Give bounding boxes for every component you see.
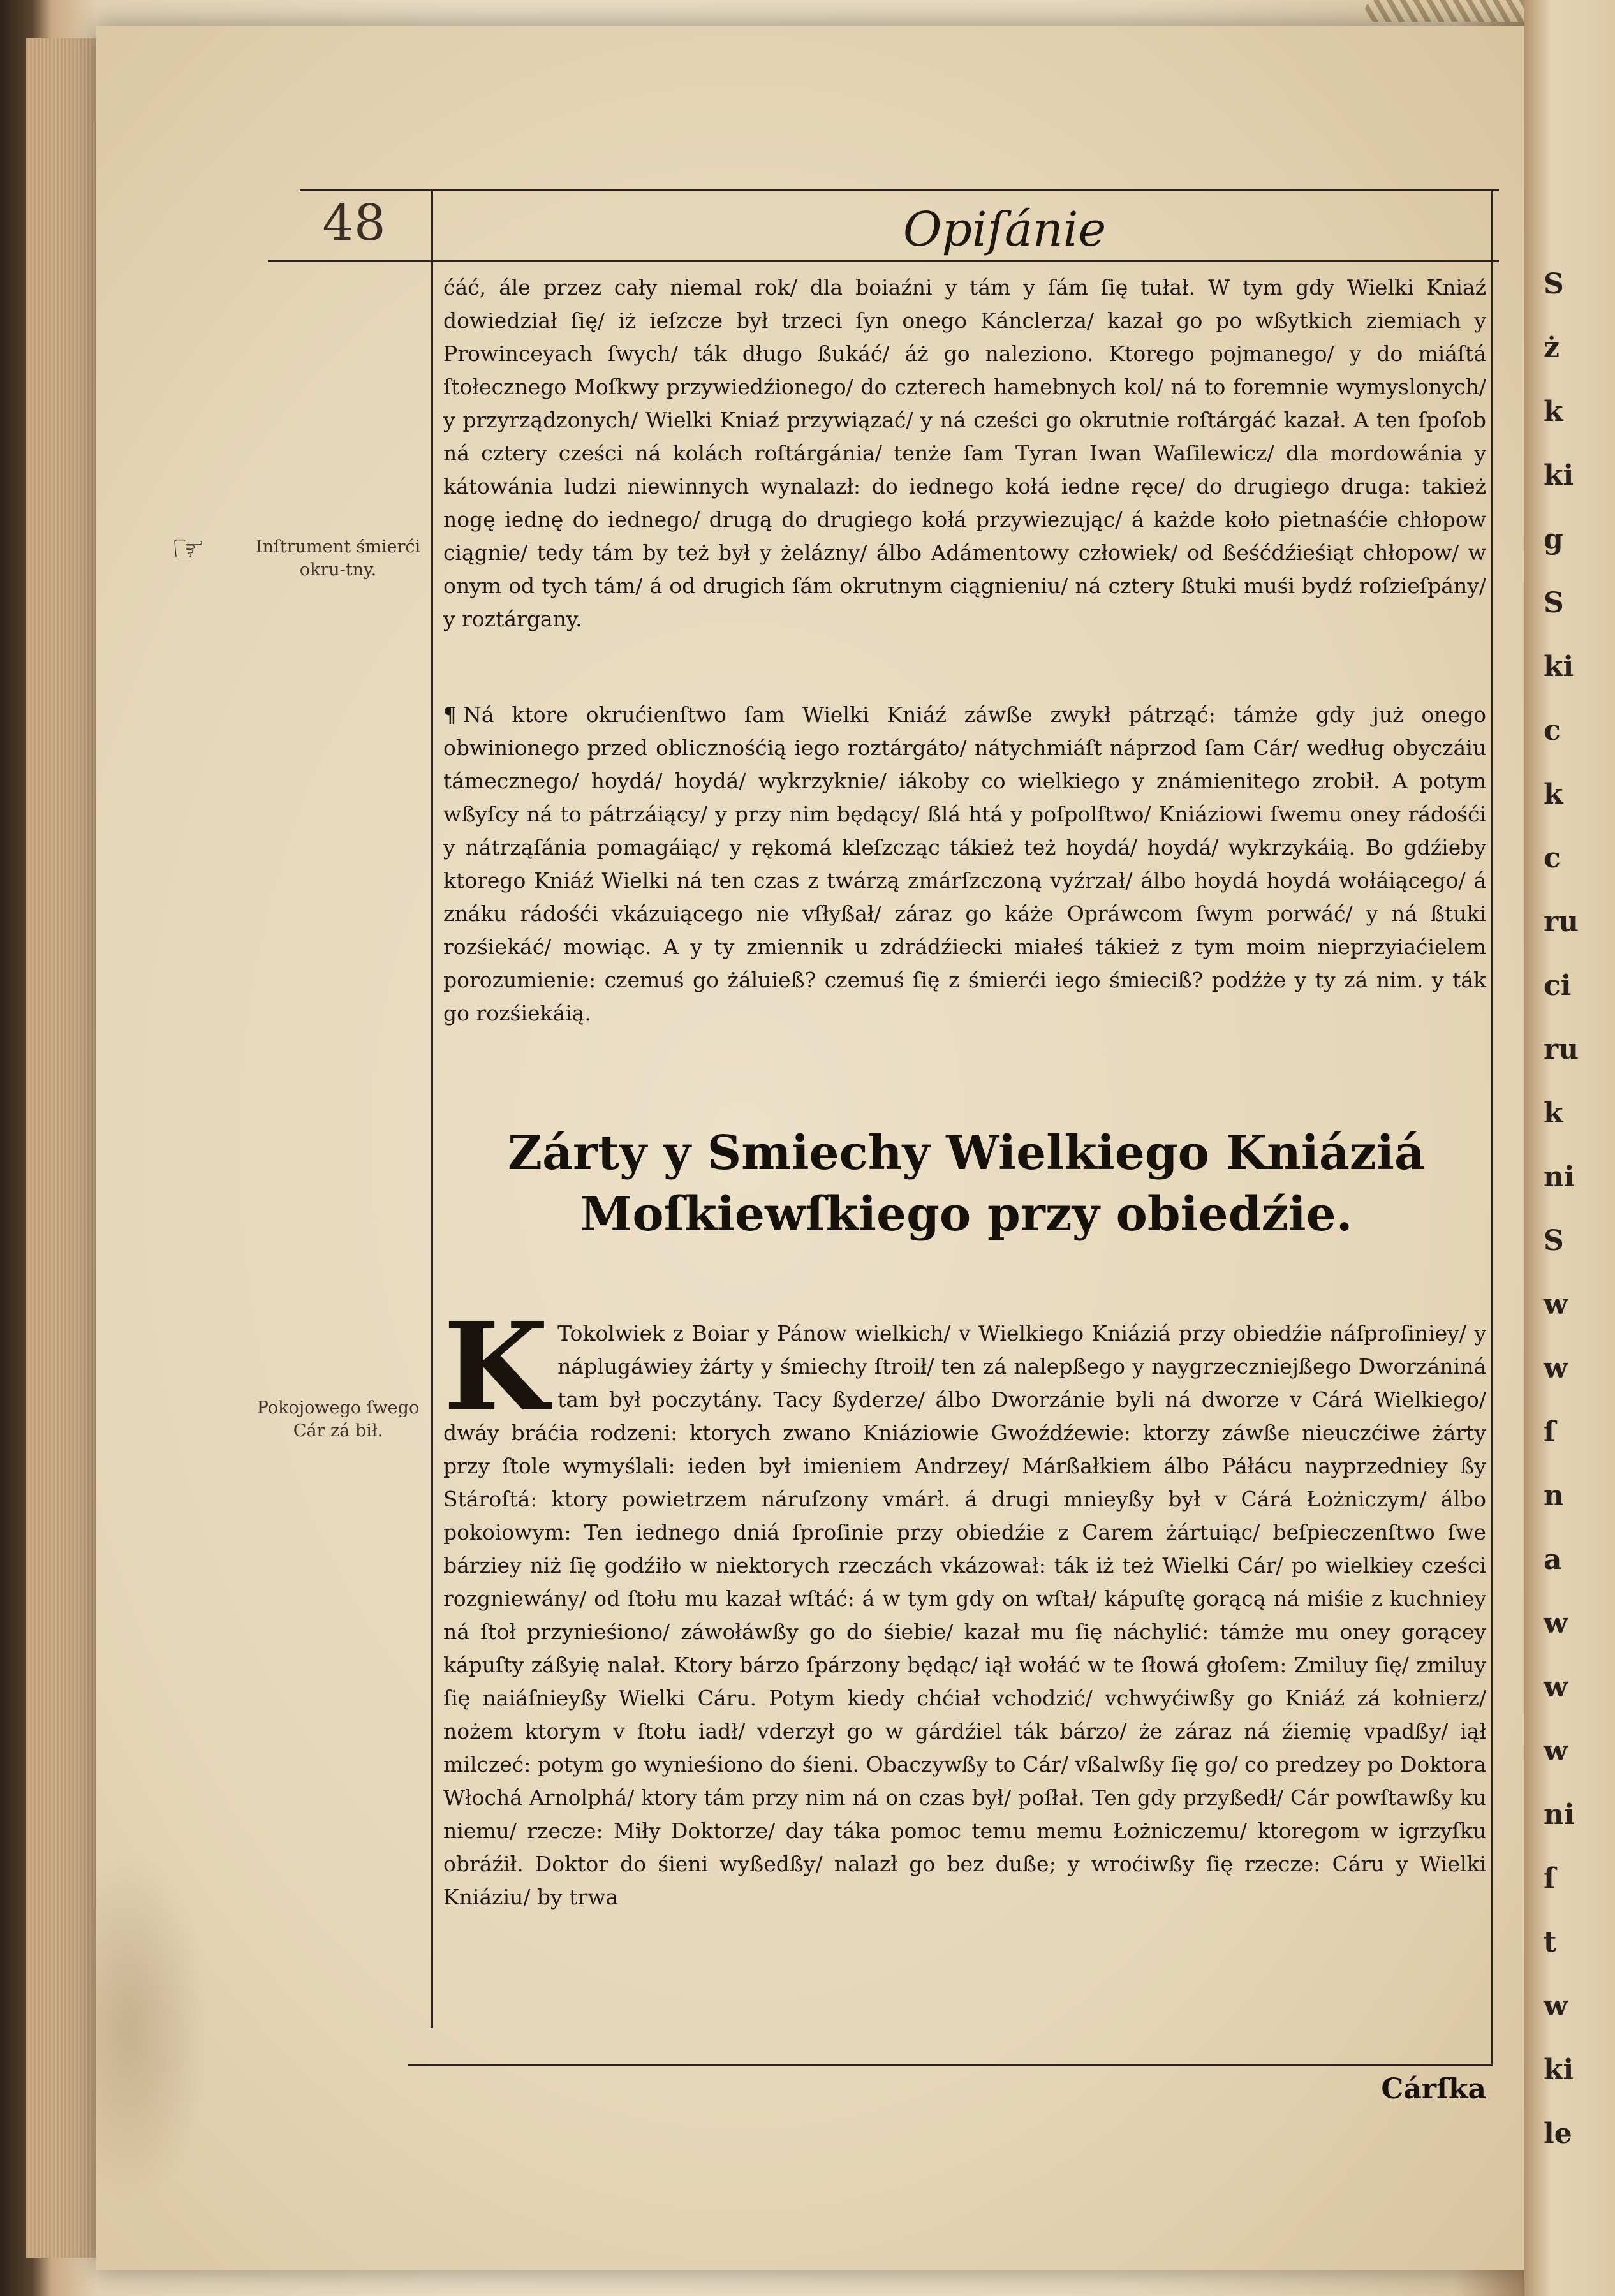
body-paragraph (443, 1296, 1486, 1914)
facing-page-fragment: t (1544, 1926, 1557, 1959)
facing-page-fragment: ci (1544, 969, 1572, 1002)
facing-page-fragment: w (1544, 1990, 1568, 2022)
facing-page-fragment: ki (1544, 459, 1574, 492)
paragraph-text: Tokolwiek z Boiar y Pánow wielkich/ v Wielkiego Kniáziá przy obiedźie náſproſiniey/ y náplugáwiey żárty y śmiechy ſtroił/ ten zá nalepßego y naygrzeczniejßego Dworzániná tam był poczytány. Tacy ßyderze/ álbo Dworzánie byli ná dworze v Cárá Wielkiego/ dwáy bráćia rodzeni: ktorych zwano Kniáziowie Gwoźdźewie: ktorzy záwße nieuczćiwe żárty przy ſtole wymyślali: ieden był imieniem Andrzey/ Márßałkiem álbo Páłácu nayprzedniey ßy Stároſtá: ktory powietrzem náruſzony vmárł. á drugi mnieyßy był v Cárá Łożniczym/ álbo pokoiowym: Ten iednego dniá ſproſinie przy obiedźie z Carem żártuiąc/ beſpieczenſtwo ſwe bárziey niż ſię godźiło w niektorych rzeczách vkázował: ták iż też Wielki Cár/ po wielkiey cześci rozgniewány/ od ſtołu mu kazał wſtáć: á w tym gdy on wſtał/ kápuſtę gorącą ná miśie z kuchniey ná ſtoł przynieśiono/ záwołáwßy go do śiebie/ kazał mu ſię náchylić: támże mu oney gorącey kápuſty záßyię nalał. Ktory bárzo ſpárzony będąc/ iął wołáć w te ſłowá głoſem: Zmiluy ſię/ zmiluy ſię naiáſnieyßy Wielki Cáru. Potym kiedy chćiał vchodzić/ vchwyćiwßy go Kniáź zá kołnierz/ nożem ktorym v ſtołu iadł/ vderzył go w gárdźiel ták bárzo/ że záraz ná źiemię vpadßy/ iął milczeć: potym go wynieśiono do śieni. Obaczywßy to Cár/ vßalwßy ſię go/ co predzey po Doktora Włochá Arnolphá/ ktory tám przy nim ná on czas był/ poſłał. Ten gdy przyßedł/ Cár powſtawßy ku niemu/ rzecze: Miły Doktorze/ day táka pomoc temu memu Łożniczemu/ ktoregom w igrzyſku obráźił. Doktor do śieni wyßedßy/ nalazł go bez duße; y wroćiwßy ſię rzecze: Cáru y Wielki Kniáziu/ by trwa (443, 1321, 1486, 1910)
running-header: Opiſánie (903, 202, 1107, 257)
body-paragraph (443, 698, 1486, 1030)
facing-page-fragment: c (1544, 842, 1561, 874)
facing-page-fragment: ſ (1544, 1862, 1556, 1895)
facing-page-fragment: S (1544, 587, 1564, 619)
pilcrow-mark: ¶ (443, 702, 457, 727)
facing-page-fragment: S (1544, 268, 1564, 300)
facing-page-fragment: ru (1544, 1033, 1579, 1066)
facing-page-fragment: w (1544, 1288, 1568, 1321)
catchword: Cárſka (1381, 2073, 1486, 2105)
facing-page-fragment: w (1544, 1671, 1568, 1704)
marginal-note: Pokojowego ſwego Cár zá bił. (256, 1398, 420, 1441)
facing-page-fragment: ki (1544, 2054, 1574, 2086)
facing-page-fragment: ż (1544, 332, 1560, 364)
facing-page-fragment: w (1544, 1607, 1568, 1640)
facing-page-fragment: ſ (1544, 1416, 1556, 1448)
facing-page-fragment: k (1544, 395, 1563, 428)
body-paragraph: ćáć, ále przez cały niemal rok/ dla boiaźni y tám y ſám ſię tułał. W tym gdy Wielki Kniaź dowiedział ſię/ iż ieſzcze był trzeci ſyn onego Kánclerza/ kazał go po wßytkich ziemiach y Prowinceyach ſwych/ ták długo ßukáć/ áż go naleziono. Ktorego pojmanego/ y do miáſtá ſtołecznego Moſkwy przywiedźionego/ do czterech hamebnych kol/ ná to foremnie wymyslonych/ y przyrządzonych/ Wielki Kniaź przywiązać/ y ná cześci go okrutnie roſtárgáć kazał. A ten ſpoſob ná cztery cześci ná kolách roſtárgánia/ tenże ſam Tyran Iwan Waſilewicz/ dla mordowánia y kátowánia ludzi niewinnych wynalazł: do iednego kołá iedne ręce/ do drugiego druga: takież nogę iednę do iednego/ drugą do drugiego kołá przywiezując/ á każde koło pietnaśćie chłopow ciągnie/ tedy tám by też był y żelázny/ álbo Adámentowy człowiek/ od ßeśćdźieśiąt chłopow/ w onym od tych tám/ á od drugich ſám okrutnym ciągnieniu/ ná cztery ßtuki muśi bydź roſzieſpány/ y roztárgany. (443, 275, 1486, 631)
facing-page-fragment: ni (1544, 1799, 1575, 1831)
facing-page-fragment: ni (1544, 1161, 1575, 1193)
facing-page-fragment: n (1544, 1480, 1564, 1512)
header-bottom-rule (268, 260, 1499, 262)
facing-page-fragment: w (1544, 1352, 1568, 1385)
facing-page-fragment: a (1544, 1543, 1562, 1576)
margin-rule (431, 191, 433, 2028)
right-frame-rule (1491, 191, 1493, 2066)
right-page-edge (1524, 0, 1615, 2296)
marginal-note: Inſtrument śmierći okru-tny. (255, 537, 421, 580)
facing-page-fragment: k (1544, 1097, 1563, 1130)
drop-capital: K (443, 1296, 549, 1438)
facing-page-fragment: le (1544, 2117, 1572, 2150)
facing-page-fragment: k (1544, 778, 1563, 811)
page-stack-edge (26, 38, 96, 2258)
facing-page-fragment: ru (1544, 906, 1579, 938)
page-wear (96, 1850, 210, 2207)
facing-page-fragment: c (1544, 714, 1561, 747)
facing-page-fragment: ki (1544, 651, 1574, 683)
manicule-icon: ☞ (171, 526, 205, 571)
paragraph-text: Ná ktore okrućienſtwo ſam Wielki Kniáź záwße zwykł pátrząć: támże gdy już onego obwinionego przed oblicznośćią iego roztárgáto/ nátychmiáſt náprzod ſam Cár/ według obyczáiu támecznego/ hoydá/ hoydá/ wykrzyknie/ iákoby co wielkiego y známienitego zrobił. A potym wßyſcy ná to pátrzáiący/ y przy nim będący/ ßlá htá y poſpolſtwo/ Kniáziowi ſwemu oney rádośći y nátrząſánia pomagáiąc/ y rękomá kleſzcząc tákież też hoydá/ hoydá/ wykrzykáią. Bo gdźieby ktorego Kniáź Wielki ná ten czas z twárzą zmárſzczoną vyźrzał/ álbo hoydá hoydá wołáiącego/ á znáku rádośći vkázuiącego nie vſłyßał/ záraz go káże Opráwcom ſwym porwáć/ y ná ßtuki rozśiekáć/ mowiąc. A y ty zmiennik u zdrádźiecki miałeś tákież z tym moim nieprzyiaćielem porozumienie: czemuś go żáluieß? czemuś ſię z śmierći iego śmieciß? podźże y ty zá nim. y ták go rozśiekáią. (443, 702, 1486, 1026)
facing-page-fragment: S (1544, 1225, 1564, 1257)
page-number: 48 (322, 195, 386, 252)
section-title: Zárty y Smiechy Wielkiego Kniáziá Moſkiewſkiego przy obiedźie. (508, 1126, 1425, 1242)
facing-page-fragment: g (1544, 523, 1563, 556)
footer-rule (408, 2064, 1493, 2066)
header-rule (300, 189, 1499, 191)
facing-page-fragment: w (1544, 1735, 1568, 1767)
